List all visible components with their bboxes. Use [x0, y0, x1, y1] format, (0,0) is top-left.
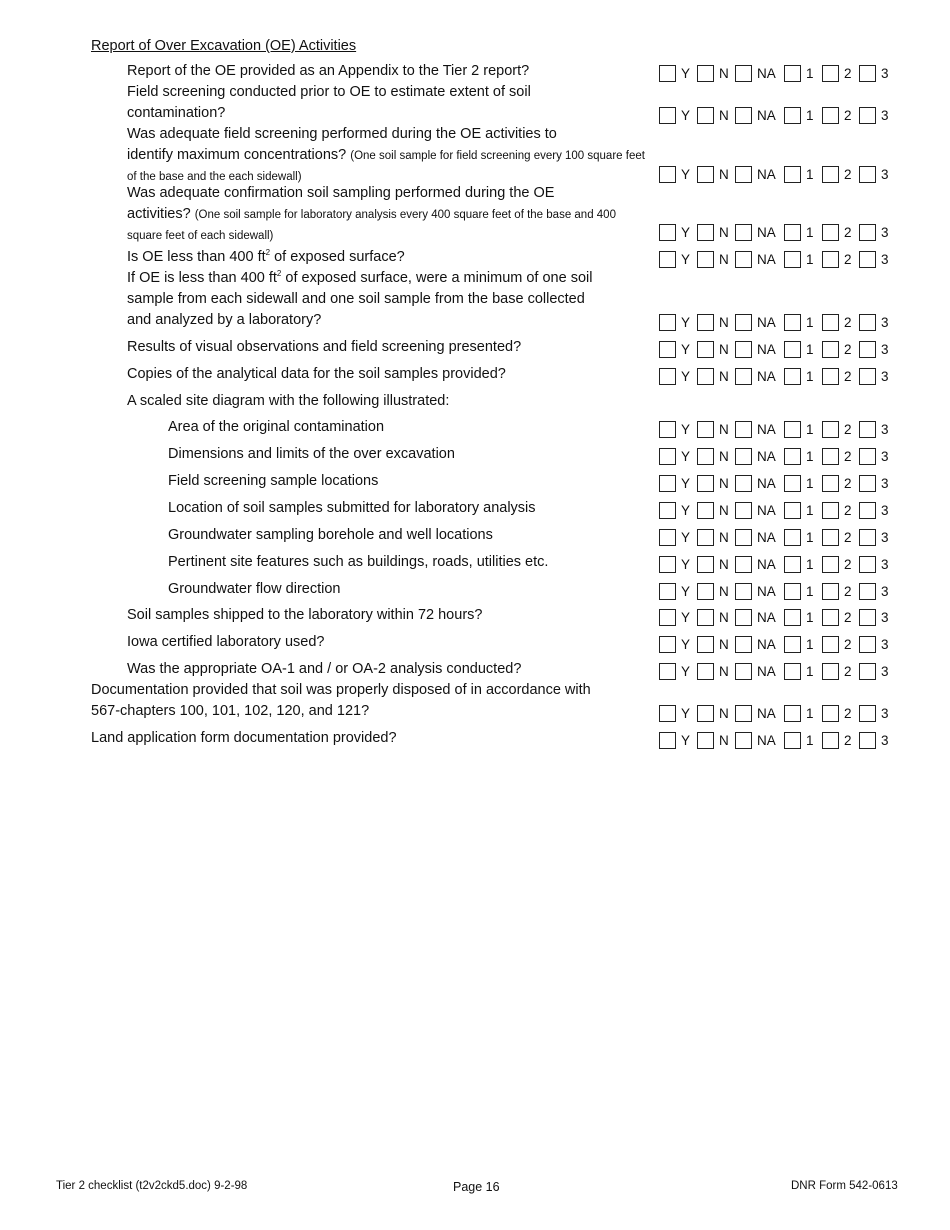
checkbox-label: N — [719, 252, 729, 267]
checkbox[interactable] — [697, 663, 714, 680]
question-text: Field screening sample locations — [168, 473, 379, 489]
checkbox[interactable] — [659, 705, 676, 722]
checkbox[interactable] — [822, 421, 839, 438]
question-text: Land application form documentation provided? — [91, 730, 397, 746]
checkbox-label: Y — [681, 167, 691, 182]
checkbox[interactable] — [859, 314, 876, 331]
checkbox[interactable] — [859, 609, 876, 626]
checkbox-label: N — [719, 637, 729, 652]
question-text: Report of the OE provided as an Appendix to the Tier 2 report? — [127, 63, 530, 79]
checkbox[interactable] — [659, 341, 676, 358]
checkbox-label: NA — [757, 476, 776, 491]
checkbox-label: 2 — [844, 66, 852, 81]
checkbox[interactable] — [859, 636, 876, 653]
checkbox-label: N — [719, 315, 729, 330]
checkbox-label: 3 — [881, 369, 889, 384]
question-lab-sample-locations — [168, 498, 648, 519]
checkbox-label: Y — [681, 584, 691, 599]
checkbox-label: NA — [757, 557, 776, 572]
question-analytical-data — [127, 364, 647, 385]
question-text: Groundwater sampling borehole and well locations — [168, 527, 493, 543]
checkbox-label: NA — [757, 225, 776, 240]
question-text: If OE is less than 400 ft — [127, 270, 277, 286]
question-text-line: Was adequate confirmation soil sampling performed during the OE — [127, 185, 555, 201]
checkbox[interactable] — [784, 502, 801, 519]
superscript: 2 — [276, 269, 282, 279]
checkbox[interactable] — [859, 251, 876, 268]
question-text: of exposed surface, were a minimum of one soil — [281, 270, 593, 286]
checkbox[interactable] — [735, 475, 752, 492]
checkbox[interactable] — [784, 556, 801, 573]
checkbox-label: N — [719, 167, 729, 182]
checkbox-label: 3 — [881, 449, 889, 464]
checkbox-label: N — [719, 610, 729, 625]
checkbox-label: Y — [681, 342, 691, 357]
footer-document-name: Tier 2 checklist (t2v2ckd5.doc) 9-2-98 — [56, 1180, 248, 1192]
checkbox-label: Y — [681, 706, 691, 721]
checkbox[interactable] — [697, 636, 714, 653]
checkbox[interactable] — [822, 314, 839, 331]
question-oa-analysis — [127, 659, 647, 680]
checkbox-label: N — [719, 530, 729, 545]
question-text-line: Documentation provided that soil was properly disposed of in accordance with — [91, 682, 591, 698]
checkbox-label: N — [719, 476, 729, 491]
checkbox-label: NA — [757, 664, 776, 679]
checkbox[interactable] — [822, 529, 839, 546]
checkbox[interactable] — [735, 529, 752, 546]
checkbox[interactable] — [822, 166, 839, 183]
question-text: Pertinent site features such as buildings, roads, utilities etc. — [168, 554, 549, 570]
checkbox-label: Y — [681, 557, 691, 572]
checkbox-label: 1 — [806, 449, 814, 464]
checkbox[interactable] — [784, 65, 801, 82]
checkbox[interactable] — [697, 502, 714, 519]
checkbox-label: 1 — [806, 369, 814, 384]
checkbox-label: 2 — [844, 503, 852, 518]
checkbox-label: N — [719, 225, 729, 240]
checkbox[interactable] — [735, 609, 752, 626]
checkbox-label: N — [719, 557, 729, 572]
checkbox-label: 1 — [806, 252, 814, 267]
checkbox[interactable] — [859, 368, 876, 385]
checkbox[interactable] — [697, 529, 714, 546]
checkbox-label: N — [719, 342, 729, 357]
checkbox-label: 1 — [806, 664, 814, 679]
checkbox[interactable] — [784, 583, 801, 600]
checkbox[interactable] — [859, 341, 876, 358]
checkbox[interactable] — [659, 421, 676, 438]
checkbox[interactable] — [822, 705, 839, 722]
checkbox[interactable] — [735, 705, 752, 722]
question-field-screening-prior — [127, 82, 647, 124]
checkbox-label: 3 — [881, 315, 889, 330]
checkbox-label: N — [719, 369, 729, 384]
checkbox[interactable] — [822, 341, 839, 358]
checkbox-label: 1 — [806, 422, 814, 437]
question-samples-shipped — [127, 605, 647, 626]
checkbox[interactable] — [859, 663, 876, 680]
checkbox-label: 3 — [881, 503, 889, 518]
checkbox[interactable] — [659, 314, 676, 331]
checkbox-label: 2 — [844, 610, 852, 625]
checkbox-label: 2 — [844, 422, 852, 437]
checkbox-label: NA — [757, 706, 776, 721]
checkbox-label: 2 — [844, 252, 852, 267]
checkbox[interactable] — [859, 475, 876, 492]
checkbox-label: N — [719, 422, 729, 437]
checkbox-label: 3 — [881, 476, 889, 491]
checkbox[interactable] — [822, 583, 839, 600]
checkbox[interactable] — [859, 529, 876, 546]
question-text: Iowa certified laboratory used? — [127, 634, 325, 650]
checkbox-label: 3 — [881, 584, 889, 599]
question-text: Area of the original contamination — [168, 419, 385, 435]
checkbox-label: Y — [681, 733, 691, 748]
checkbox[interactable] — [859, 583, 876, 600]
checkbox-label: 3 — [881, 108, 889, 123]
checkbox-label: NA — [757, 315, 776, 330]
question-groundwater-borehole — [168, 525, 648, 546]
checkbox-label: NA — [757, 449, 776, 464]
checkbox[interactable] — [784, 368, 801, 385]
checkbox[interactable] — [735, 732, 752, 749]
question-text-line: sample from each sidewall and one soil sample from the base collected — [127, 291, 585, 307]
checkbox[interactable] — [697, 556, 714, 573]
checkbox[interactable] — [784, 529, 801, 546]
checkbox[interactable] — [697, 609, 714, 626]
checkbox[interactable] — [784, 251, 801, 268]
question-text: Soil samples shipped to the laboratory within 72 hours? — [127, 607, 483, 623]
checkbox[interactable] — [735, 636, 752, 653]
checkbox[interactable] — [859, 107, 876, 124]
checkbox-label: 2 — [844, 637, 852, 652]
checkbox-label: 1 — [806, 225, 814, 240]
checkbox-label: 1 — [806, 557, 814, 572]
checkbox-label: N — [719, 66, 729, 81]
checkbox-label: NA — [757, 503, 776, 518]
checkbox[interactable] — [735, 65, 752, 82]
checkbox-label: Y — [681, 252, 691, 267]
checkbox[interactable] — [784, 166, 801, 183]
checkbox[interactable] — [659, 732, 676, 749]
checkbox[interactable] — [659, 368, 676, 385]
checkbox-label: 2 — [844, 664, 852, 679]
checkbox[interactable] — [735, 663, 752, 680]
checkbox-label: 1 — [806, 503, 814, 518]
checkbox[interactable] — [697, 107, 714, 124]
checkbox-label: 1 — [806, 706, 814, 721]
checkbox-label: 3 — [881, 225, 889, 240]
checkbox[interactable] — [735, 341, 752, 358]
question-text-line: and analyzed by a laboratory? — [127, 312, 322, 328]
question-iowa-certified-lab — [127, 632, 647, 653]
checkbox[interactable] — [659, 65, 676, 82]
checkbox-label: 2 — [844, 108, 852, 123]
checkbox[interactable] — [784, 663, 801, 680]
question-groundwater-flow — [168, 579, 648, 600]
checkbox[interactable] — [735, 421, 752, 438]
checkbox[interactable] — [822, 732, 839, 749]
checkbox-label: 3 — [881, 530, 889, 545]
question-oe-less-than-400 — [127, 247, 647, 268]
checkbox-label: Y — [681, 369, 691, 384]
superscript: 2 — [265, 248, 271, 258]
checkbox[interactable] — [697, 421, 714, 438]
checkbox-label: 2 — [844, 584, 852, 599]
checkbox[interactable] — [859, 732, 876, 749]
checkbox[interactable] — [697, 224, 714, 241]
question-visual-observations — [127, 337, 647, 358]
question-text: Groundwater flow direction — [168, 581, 341, 597]
question-dimensions-limits — [168, 444, 648, 465]
question-oe-report-appendix — [127, 61, 647, 82]
question-text: Location of soil samples submitted for laboratory analysis — [168, 500, 536, 516]
checkbox-label: N — [719, 733, 729, 748]
checkbox[interactable] — [659, 166, 676, 183]
checkbox[interactable] — [822, 107, 839, 124]
checkbox-label: 1 — [806, 610, 814, 625]
question-text: Copies of the analytical data for the soil samples provided? — [127, 366, 506, 382]
checkbox[interactable] — [859, 65, 876, 82]
question-text-line: 567-chapters 100, 101, 102, 120, and 121? — [91, 703, 370, 719]
question-text-line: identify maximum concentrations? — [127, 147, 347, 163]
checkbox-label: 1 — [806, 476, 814, 491]
checkbox-label: 3 — [881, 610, 889, 625]
checkbox-label: 2 — [844, 342, 852, 357]
checkbox-label: 3 — [881, 664, 889, 679]
checkbox[interactable] — [784, 341, 801, 358]
checkbox[interactable] — [822, 636, 839, 653]
checkbox-label: 2 — [844, 315, 852, 330]
footer-form-number: DNR Form 542-0613 — [791, 1180, 898, 1192]
checkbox-label: Y — [681, 530, 691, 545]
checkbox-label: Y — [681, 610, 691, 625]
checkbox[interactable] — [784, 314, 801, 331]
question-site-diagram-heading — [127, 391, 647, 412]
checkbox-label: 1 — [806, 530, 814, 545]
checkbox[interactable] — [859, 166, 876, 183]
checkbox[interactable] — [784, 636, 801, 653]
checkbox-label: 3 — [881, 422, 889, 437]
question-confirmation-sampling — [127, 183, 647, 246]
checkbox[interactable] — [697, 65, 714, 82]
checkbox[interactable] — [659, 663, 676, 680]
checkbox-label: Y — [681, 108, 691, 123]
checkbox[interactable] — [735, 368, 752, 385]
checkbox[interactable] — [859, 502, 876, 519]
checkbox-label: 3 — [881, 342, 889, 357]
question-area-original-contamination — [168, 417, 648, 438]
checkbox[interactable] — [784, 475, 801, 492]
checkbox[interactable] — [735, 502, 752, 519]
question-text: Was the appropriate OA-1 and / or OA-2 analysis conducted? — [127, 661, 522, 677]
checkbox-label: 3 — [881, 66, 889, 81]
question-text: Results of visual observations and field screening presented? — [127, 339, 522, 355]
checkbox-label: Y — [681, 422, 691, 437]
checkbox-label: 3 — [881, 637, 889, 652]
checkbox[interactable] — [822, 65, 839, 82]
checkbox-label: 2 — [844, 369, 852, 384]
checkbox[interactable] — [822, 368, 839, 385]
checkbox[interactable] — [697, 732, 714, 749]
checkbox[interactable] — [822, 224, 839, 241]
checkbox[interactable] — [784, 421, 801, 438]
checkbox-label: Y — [681, 66, 691, 81]
checkbox-label: N — [719, 664, 729, 679]
checkbox-label: 3 — [881, 733, 889, 748]
checkbox-label: N — [719, 584, 729, 599]
checkbox[interactable] — [859, 705, 876, 722]
checkbox[interactable] — [659, 529, 676, 546]
checkbox-label: 3 — [881, 167, 889, 182]
checkbox-label: NA — [757, 637, 776, 652]
checkbox[interactable] — [697, 368, 714, 385]
checkbox[interactable] — [697, 341, 714, 358]
checkbox-label: NA — [757, 167, 776, 182]
checkbox[interactable] — [822, 609, 839, 626]
checkbox-label: Y — [681, 225, 691, 240]
checkbox-label: N — [719, 503, 729, 518]
checkbox[interactable] — [784, 448, 801, 465]
checkbox-label: 1 — [806, 66, 814, 81]
checkbox-label: 3 — [881, 706, 889, 721]
checkbox[interactable] — [735, 107, 752, 124]
checkbox-label: 2 — [844, 225, 852, 240]
question-note: (One soil sample for field screening every 100 square feet of the base and the each sidewall) — [127, 150, 645, 183]
checkbox[interactable] — [659, 251, 676, 268]
checkbox-label: Y — [681, 637, 691, 652]
checkbox-label: 1 — [806, 637, 814, 652]
checkbox[interactable] — [659, 107, 676, 124]
checkbox[interactable] — [735, 448, 752, 465]
checkbox[interactable] — [659, 583, 676, 600]
checkbox-label: NA — [757, 610, 776, 625]
question-text: Is OE less than 400 ft — [127, 249, 266, 265]
checkbox[interactable] — [735, 556, 752, 573]
checkbox[interactable] — [784, 609, 801, 626]
checkbox[interactable] — [697, 583, 714, 600]
checkbox-label: Y — [681, 315, 691, 330]
question-text-line: contamination? — [127, 105, 226, 121]
checkbox-label: 1 — [806, 342, 814, 357]
checkbox-label: 2 — [844, 706, 852, 721]
checkbox[interactable] — [659, 609, 676, 626]
checkbox[interactable] — [822, 475, 839, 492]
checkbox[interactable] — [659, 448, 676, 465]
checkbox-label: 3 — [881, 252, 889, 267]
checkbox-label: Y — [681, 449, 691, 464]
checkbox-label: 1 — [806, 733, 814, 748]
checkbox[interactable] — [784, 705, 801, 722]
checkbox[interactable] — [822, 502, 839, 519]
footer-page-number: Page 16 — [453, 1180, 500, 1194]
checkbox-label: 2 — [844, 530, 852, 545]
checkbox[interactable] — [822, 663, 839, 680]
question-minimum-samples — [127, 268, 647, 331]
checkbox-label: N — [719, 706, 729, 721]
checkbox[interactable] — [697, 251, 714, 268]
section-title: Report of Over Excavation (OE) Activities — [91, 38, 357, 54]
checkbox[interactable] — [697, 314, 714, 331]
checkbox[interactable] — [735, 166, 752, 183]
checkbox[interactable] — [659, 636, 676, 653]
checkbox[interactable] — [735, 224, 752, 241]
question-site-features — [168, 552, 648, 573]
question-text: of exposed surface? — [270, 249, 405, 265]
checkbox-label: Y — [681, 476, 691, 491]
checkbox[interactable] — [659, 224, 676, 241]
checkbox[interactable] — [822, 448, 839, 465]
question-note: (One soil sample for laboratory analysis every 400 square feet of the base and 400 square feet of each sidewall) — [127, 209, 616, 242]
question-text-line: Was adequate field screening performed during the OE activities to — [127, 126, 557, 142]
checkbox-label: NA — [757, 733, 776, 748]
checkbox-label: N — [719, 449, 729, 464]
checkbox-label: 2 — [844, 733, 852, 748]
checkbox-label: 2 — [844, 476, 852, 491]
checkbox-label: 1 — [806, 167, 814, 182]
checkbox[interactable] — [784, 732, 801, 749]
checkbox[interactable] — [784, 107, 801, 124]
checkbox[interactable] — [822, 251, 839, 268]
checkbox[interactable] — [659, 502, 676, 519]
checkbox-label: Y — [681, 503, 691, 518]
checkbox[interactable] — [859, 556, 876, 573]
question-text: A scaled site diagram with the following illustrated: — [127, 393, 450, 409]
checkbox-label: Y — [681, 664, 691, 679]
checkbox-label: 2 — [844, 449, 852, 464]
question-text-line: Field screening conducted prior to OE to estimate extent of soil — [127, 84, 531, 100]
question-land-application — [91, 728, 646, 749]
question-adequate-field-screening — [127, 124, 647, 187]
checkbox-label: 1 — [806, 315, 814, 330]
question-soil-disposal — [91, 680, 646, 722]
checkbox[interactable] — [859, 448, 876, 465]
checkbox-label: NA — [757, 342, 776, 357]
checkbox-label: 2 — [844, 167, 852, 182]
checkbox-label: NA — [757, 108, 776, 123]
question-field-screening-locations — [168, 471, 648, 492]
checkbox-label: NA — [757, 422, 776, 437]
checkbox[interactable] — [697, 166, 714, 183]
checkbox[interactable] — [735, 314, 752, 331]
checkbox[interactable] — [697, 448, 714, 465]
checkbox[interactable] — [859, 224, 876, 241]
question-text: Dimensions and limits of the over excavation — [168, 446, 455, 462]
checkbox-label: 1 — [806, 584, 814, 599]
checkbox[interactable] — [859, 421, 876, 438]
checkbox[interactable] — [784, 224, 801, 241]
checkbox[interactable] — [659, 475, 676, 492]
checkbox[interactable] — [735, 251, 752, 268]
checkbox-label: 2 — [844, 557, 852, 572]
checkbox[interactable] — [659, 556, 676, 573]
checkbox-label: NA — [757, 66, 776, 81]
checkbox-label: NA — [757, 530, 776, 545]
checkbox[interactable] — [822, 556, 839, 573]
question-text-line: activities? — [127, 206, 191, 222]
checkbox-label: NA — [757, 252, 776, 267]
checkbox[interactable] — [697, 705, 714, 722]
checkbox-label: 3 — [881, 557, 889, 572]
checkbox-label: 1 — [806, 108, 814, 123]
checkbox[interactable] — [697, 475, 714, 492]
checkbox-label: NA — [757, 584, 776, 599]
checkbox-label: NA — [757, 369, 776, 384]
checkbox-label: N — [719, 108, 729, 123]
checkbox[interactable] — [735, 583, 752, 600]
